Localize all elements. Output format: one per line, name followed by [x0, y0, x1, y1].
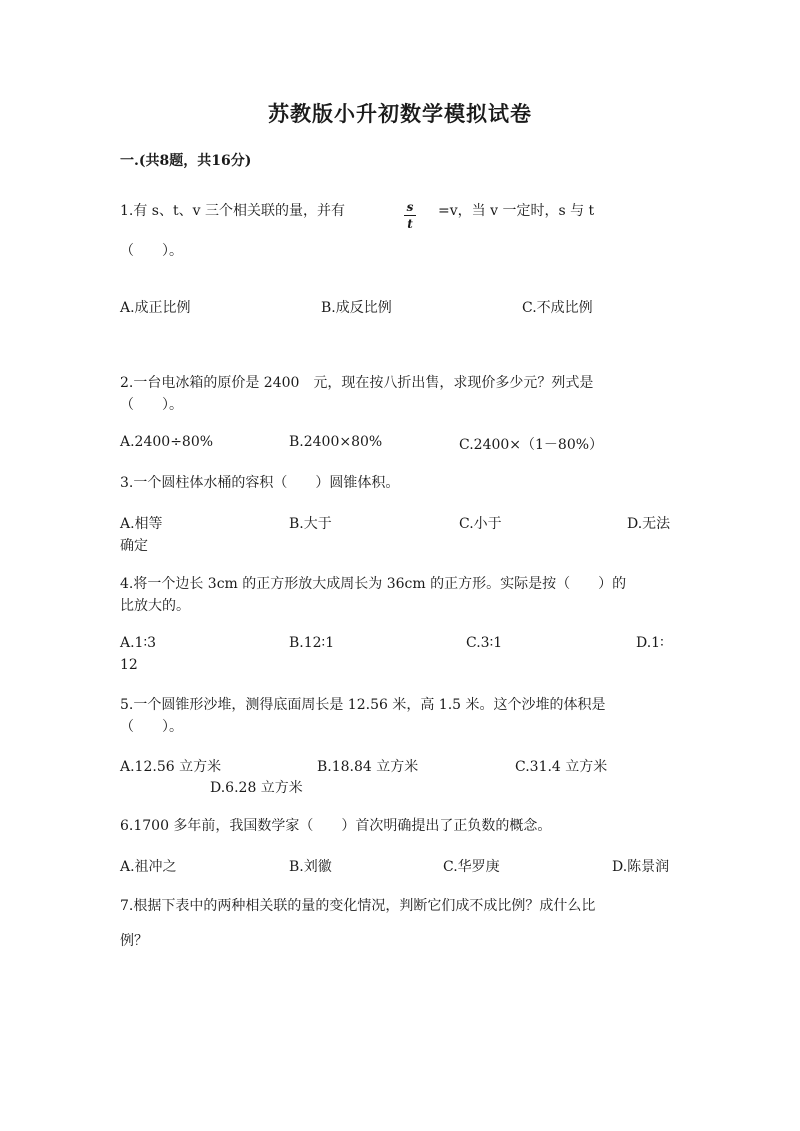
- q2-option-b[interactable]: B.2400×80%: [289, 434, 383, 450]
- question-7-text: 7.根据下表中的两种相关联的量的变化情况，判断它们成不成比例？成什么比: [120, 898, 596, 914]
- q3-option-d-wrap: 确定: [120, 538, 148, 554]
- q6-option-b[interactable]: B.刘徽: [289, 859, 332, 875]
- q5-option-a[interactable]: A.12.56 立方米: [120, 759, 222, 775]
- q6-option-a[interactable]: A.祖冲之: [120, 859, 177, 875]
- question-1-blank: （ ）。: [120, 243, 183, 259]
- question-1-text: 1.有 s、t、v 三个相关联的量，并有: [120, 203, 345, 219]
- q1-option-b[interactable]: B.成反比例: [321, 300, 392, 316]
- q2-option-c[interactable]: C.2400×（1－80%）: [459, 437, 604, 453]
- q3-option-b[interactable]: B.大于: [289, 516, 332, 532]
- q4-option-d[interactable]: D.1∶: [636, 635, 664, 651]
- q5-option-d[interactable]: D.6.28 立方米: [210, 780, 303, 796]
- question-2-text: 2.一台电冰箱的原价是 2400 元，现在按八折出售，求现价多少元？列式是: [120, 375, 594, 391]
- q2-option-a[interactable]: A.2400÷80%: [120, 434, 214, 450]
- q3-option-c[interactable]: C.小于: [459, 516, 502, 532]
- fraction-numerator: s: [406, 200, 414, 214]
- question-4-text: 4.将一个边长 3cm 的正方形放大成周长为 36cm 的正方形。实际是按（ ）的: [120, 576, 627, 592]
- q5-option-b[interactable]: B.18.84 立方米: [317, 759, 419, 775]
- q6-option-c[interactable]: C.华罗庚: [443, 859, 500, 875]
- question-5-blank: （ ）。: [120, 719, 183, 735]
- q5-option-c[interactable]: C.31.4 立方米: [515, 759, 608, 775]
- fraction-bar: [404, 215, 416, 216]
- question-5-text: 5.一个圆锥形沙堆，测得底面周长是 12.56 米，高 1.5 米。这个沙堆的体积是: [120, 697, 606, 713]
- q3-option-a[interactable]: A.相等: [120, 516, 163, 532]
- q1-option-c[interactable]: C.不成比例: [522, 300, 593, 316]
- q4-option-a[interactable]: A.1∶3: [120, 635, 157, 651]
- q4-option-b[interactable]: B.12∶1: [289, 635, 335, 651]
- q1-option-a[interactable]: A.成正比例: [120, 300, 191, 316]
- fraction-denominator: t: [407, 217, 413, 231]
- question-7-text-line2: 例？: [120, 933, 148, 949]
- q3-option-d[interactable]: D.无法: [627, 516, 671, 532]
- fraction-s-over-t: [400, 200, 420, 231]
- question-4-text-line2: 比放大的。: [120, 598, 190, 614]
- question-1-text-continued: =v，当 v 一定时，s 与 t: [438, 203, 595, 219]
- question-2-blank: （ ）。: [120, 397, 183, 413]
- q4-option-c[interactable]: C.3∶1: [466, 635, 503, 651]
- q6-option-d[interactable]: D.陈景润: [612, 859, 670, 875]
- question-3-text: 3.一个圆柱体水桶的容积（ ）圆锥体积。: [120, 475, 400, 491]
- question-6-text: 6.1700 多年前，我国数学家（ ）首次明确提出了正负数的概念。: [120, 818, 552, 834]
- page-title: 苏教版小升初数学模拟试卷: [268, 101, 532, 126]
- section-heading: 一.(共8题，共16分): [120, 153, 252, 169]
- q4-option-d-wrap: 12: [120, 657, 138, 673]
